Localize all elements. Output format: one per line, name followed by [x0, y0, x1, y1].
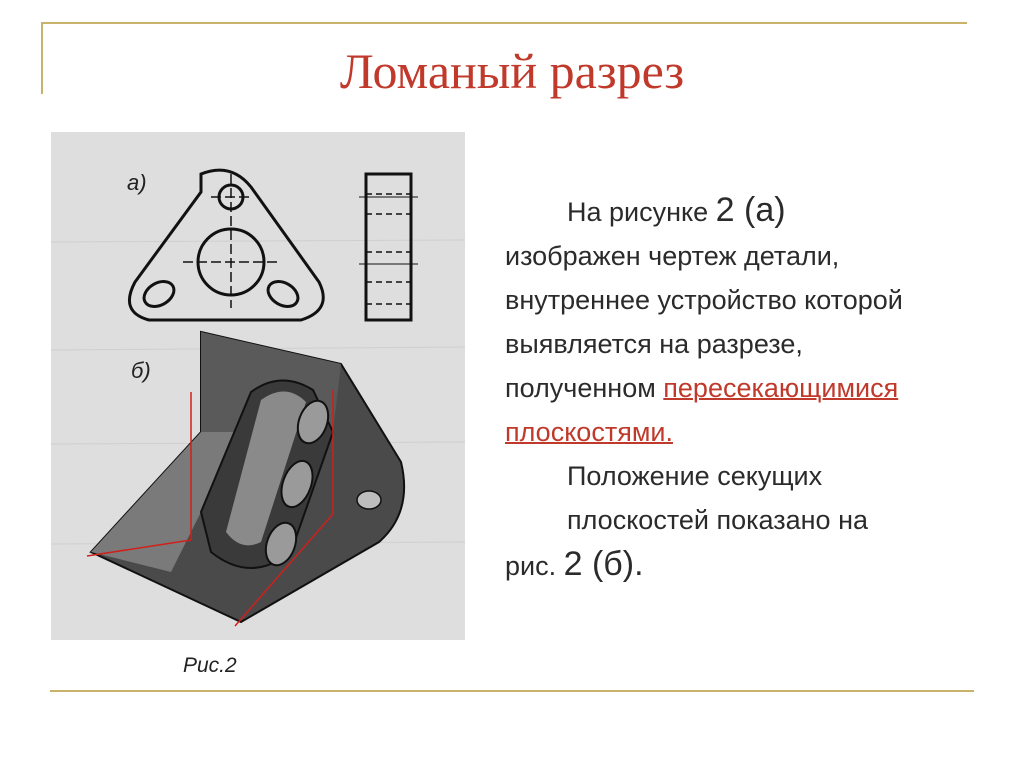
top-view-plate — [129, 170, 323, 320]
label-a: а) — [127, 170, 147, 195]
paragraph-1 — [505, 188, 925, 234]
side-view — [359, 174, 418, 320]
body-text — [505, 188, 925, 588]
label-b: б) — [131, 358, 151, 383]
p1-lead: На рисунке — [567, 197, 716, 227]
slide-title: Ломаный разрез — [339, 43, 685, 99]
figure-drawing — [51, 132, 465, 640]
p1-highlight-link[interactable]: пересекающимися плоскостями. — [505, 373, 899, 447]
paragraph-2: Положение секущих плоскостей показано на — [567, 461, 868, 535]
paragraph-3 — [505, 542, 925, 588]
paragraph-1-body — [505, 234, 925, 454]
figure-caption: Рис.2 — [183, 654, 237, 677]
p1-rest: изображен чертеж детали, внутреннее устройство которой выявляется на разрезе, полученном — [505, 241, 903, 403]
p3-lead: рис. — [505, 551, 564, 581]
frame-line-bottom — [50, 690, 974, 692]
frame-line-top — [41, 22, 967, 24]
technical-drawing-image — [51, 132, 465, 640]
p3-figure-ref: 2 (б). — [563, 545, 644, 583]
p1-figure-ref: 2 (а) — [715, 191, 786, 229]
